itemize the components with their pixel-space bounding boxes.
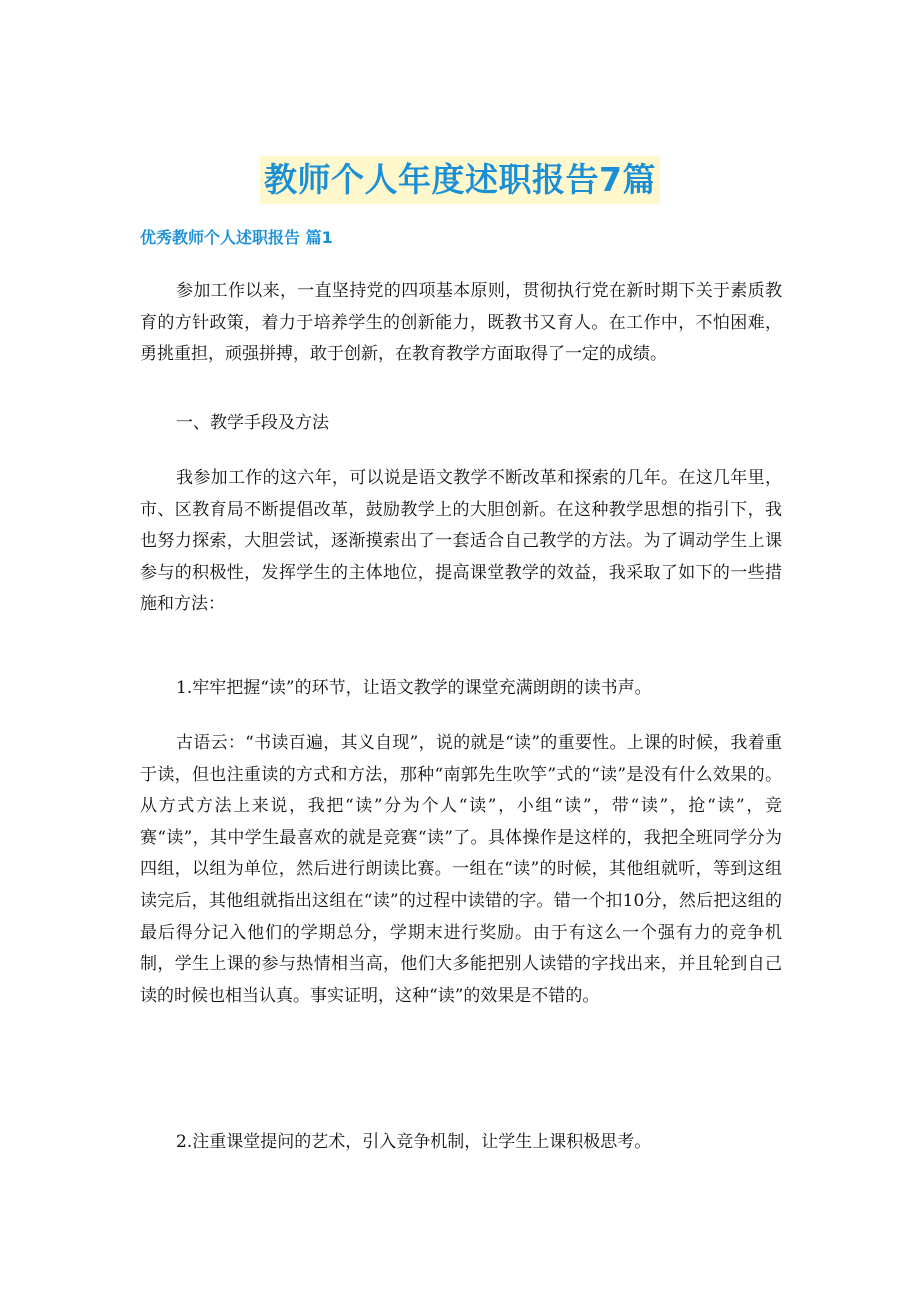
subheading-questioning: 2.注重课堂提问的艺术，引入竞争机制，让学生上课积极思考。 — [176, 1132, 652, 1152]
subheading-reading: 1.牢牢把握“读”的环节，让语文教学的课堂充满朗朗的读书声。 — [176, 678, 652, 698]
document-title: 教师个人年度述职报告7篇 — [260, 156, 660, 204]
heading-teaching-methods: 一、教学手段及方法 — [176, 413, 329, 433]
title-container — [0, 134, 920, 226]
reading-paragraph: 古语云：“书读百遍，其义自现”，说的就是“读”的重要性。上课的时候，我着重于读，但也注重读的方式和方法，那种“南郭先生吹竽”式的“读”是没有什么效果的。从方式方法上来说，我把“读”分为个人“读”，小组“读”，带“读”，抢“读”，竞赛“读”，其中学生最喜欢的就是竞赛“读”了。具体操作是这样的，我把全班同学分为四组，以组为单位，然后进行朗读比赛。一组在“读”的时候，其他组就听，等到这组读完后，其他组就指出这组在“读”的过程中读错的字。错一个扣10分，然后把这组的最后得分记入他们的学期总分，学期末进行奖励。由于有这么一个强有力的竞争机制，学生上课的参与热情相当高，他们大多能把别人读错的字找出来，并且轮到自己读的时候也相当认真。事实证明，这种“读”的效果是不错的。 — [140, 733, 782, 1006]
intro-paragraph: 参加工作以来，一直坚持党的四项基本原则，贯彻执行党在新时期下关于素质教育的方针政策，着力于培养学生的创新能力，既教书又育人。在工作中，不怕困难，勇挑重担，顽强拼搏，敢于创新，在教育教学方面取得了一定的成绩。 — [140, 281, 782, 365]
section-title: 优秀教师个人述职报告 篇1 — [140, 228, 333, 247]
teaching-methods-paragraph: 我参加工作的这六年，可以说是语文教学不断改革和探索的几年。在这几年里，市、区教育局不断提倡改革，鼓励教学上的大胆创新。在这种教学思想的指引下，我也努力探索，大胆尝试，逐渐摸索出了一套适合自己教学的方法。为了调动学生上课参与的积极性，发挥学生的主体地位，提高课堂教学的效益，我采取了如下的一些措施和方法： — [140, 468, 782, 615]
